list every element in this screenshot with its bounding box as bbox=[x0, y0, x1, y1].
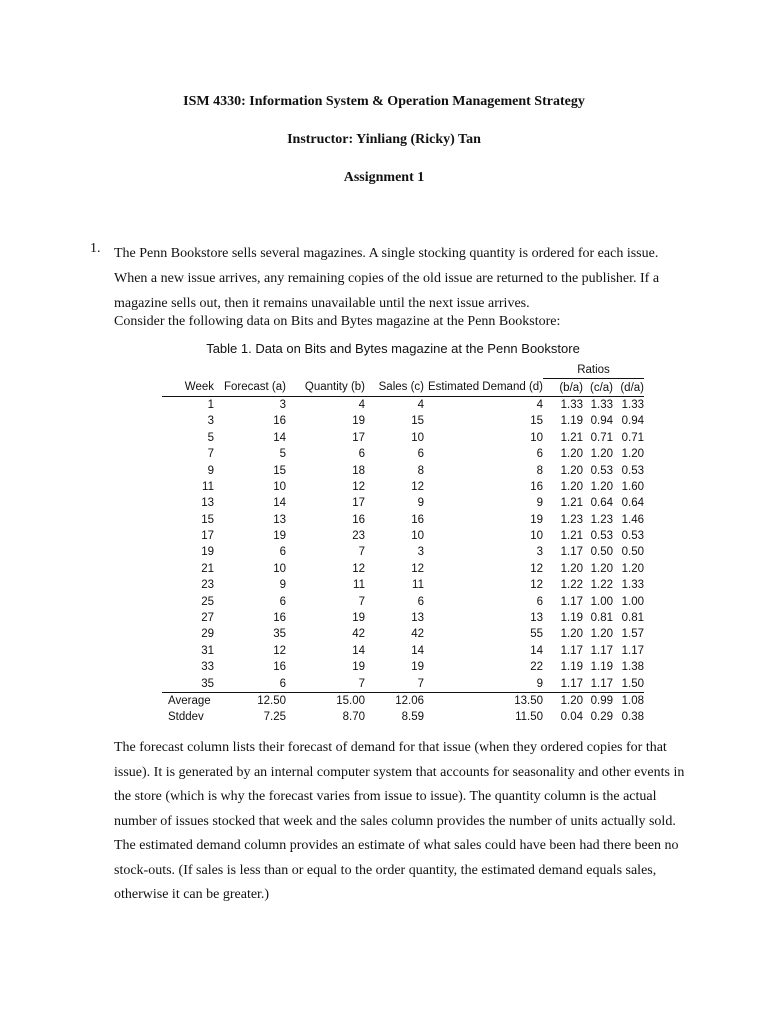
table-cell: 4 bbox=[536, 398, 543, 411]
stats-cell: 1.08 bbox=[621, 695, 644, 707]
table-cell: 1.19 bbox=[560, 612, 583, 625]
stats-cell: 13.50 bbox=[514, 695, 543, 707]
table-row bbox=[162, 528, 644, 544]
table-cell: 17 bbox=[201, 530, 214, 543]
explanation-paragraph: The forecast column lists their forecast of demand for that issue (when they ordered copies for that issue). It is generated by an internal computer system that accounts for seasonality and other events in the store (which is why the forecast varies from issue to issue). The quantity column is the actual number of issues stocked that week and the sales column provides the number of units actually sold. The estimated demand column provides an estimate of what sales could have been had there been no stock-outs. (If sales is less than or equal to the order quantity, the estimated demand equals sales, otherwise it can be greater.) bbox=[114, 740, 685, 902]
table-cell: 1.23 bbox=[560, 513, 583, 526]
table-cell: 1.20 bbox=[590, 480, 613, 493]
table-cell: 13 bbox=[530, 612, 543, 625]
stats-cell: 0.38 bbox=[621, 711, 644, 724]
table-cell: 1.20 bbox=[590, 448, 613, 461]
table-cell: 6 bbox=[279, 546, 286, 559]
table-cell: 1.20 bbox=[621, 562, 644, 575]
table-cell: 16 bbox=[530, 480, 543, 493]
table-cell: 1.20 bbox=[560, 562, 583, 575]
table-cell: 0.53 bbox=[621, 464, 644, 477]
table-cell: 19 bbox=[530, 513, 543, 526]
table-cell: 17 bbox=[352, 431, 365, 444]
table-cell: 16 bbox=[273, 612, 286, 625]
table-cell: 23 bbox=[352, 530, 365, 543]
table-cell: 15 bbox=[411, 415, 424, 428]
table-cell: 3 bbox=[279, 398, 286, 411]
column-header: Forecast (a) bbox=[214, 379, 286, 396]
table-cell: 19 bbox=[352, 661, 365, 674]
table-cell: 0.94 bbox=[590, 415, 613, 428]
table-cell: 14 bbox=[273, 497, 286, 510]
table-cell: 5 bbox=[279, 448, 286, 461]
table-cell: 1.33 bbox=[621, 579, 644, 592]
table-cell: 1.20 bbox=[621, 448, 644, 461]
table-cell: 18 bbox=[352, 464, 365, 477]
column-header: (c/a) bbox=[583, 379, 613, 396]
table-cell: 1.20 bbox=[590, 628, 613, 641]
table-cell: 8 bbox=[536, 464, 543, 477]
table-cell: 1.17 bbox=[583, 675, 613, 692]
table-row bbox=[162, 593, 644, 609]
table-cell: 16 bbox=[273, 415, 286, 428]
table-cell: 7 bbox=[365, 675, 424, 692]
table-cell: 10 bbox=[411, 530, 424, 543]
table-cell: 42 bbox=[352, 628, 365, 641]
table-cell: 9 bbox=[207, 464, 214, 477]
table-cell: 6 bbox=[417, 595, 424, 608]
table-cell: 25 bbox=[201, 595, 214, 608]
table-cell: 4 bbox=[417, 398, 424, 411]
column-header: Sales (c) bbox=[365, 379, 424, 396]
table-cell: 27 bbox=[201, 612, 214, 625]
table-cell: 19 bbox=[352, 415, 365, 428]
table-cell: 12 bbox=[530, 562, 543, 575]
stats-label: Average bbox=[168, 695, 211, 707]
table-cell: 12 bbox=[411, 562, 424, 575]
table-cell: 1.33 bbox=[560, 398, 583, 411]
table-cell: 15 bbox=[273, 464, 286, 477]
table-cell: 3 bbox=[207, 415, 214, 428]
table-cell: 1.19 bbox=[560, 661, 583, 674]
table-cell: 1.57 bbox=[621, 628, 644, 641]
table-cell: 7 bbox=[358, 546, 365, 559]
table-cell: 1 bbox=[207, 398, 214, 411]
group-header-row bbox=[162, 362, 644, 379]
question-consider: Consider the following data on Bits and Bytes magazine at the Penn Bookstore: bbox=[114, 314, 561, 329]
instructor-line: Instructor: Yinliang (Ricky) Tan bbox=[287, 132, 481, 147]
table-cell: 0.50 bbox=[590, 546, 613, 559]
stats-cell: 8.59 bbox=[401, 711, 424, 724]
table-cell: 10 bbox=[273, 480, 286, 493]
table-cell: 1.46 bbox=[621, 513, 644, 526]
table-cell: 6 bbox=[279, 595, 286, 608]
table-cell: 33 bbox=[201, 661, 214, 674]
table-cell: 3 bbox=[536, 546, 543, 559]
table-caption: Table 1. Data on Bits and Bytes magazine at the Penn Bookstore bbox=[206, 341, 580, 356]
table-cell: 7 bbox=[286, 675, 365, 692]
column-header: Quantity (b) bbox=[286, 379, 365, 396]
table-cell: 12 bbox=[530, 579, 543, 592]
table-cell: 16 bbox=[411, 513, 424, 526]
stats-row bbox=[162, 709, 644, 725]
table-cell: 11 bbox=[202, 480, 214, 493]
table-cell: 55 bbox=[530, 628, 543, 641]
table-cell: 14 bbox=[352, 644, 365, 657]
table-cell: 17 bbox=[352, 497, 365, 510]
table-cell: 5 bbox=[207, 431, 214, 444]
table-row bbox=[162, 446, 644, 462]
table-cell: 1.17 bbox=[590, 644, 613, 657]
column-header: (d/a) bbox=[613, 379, 644, 396]
table-cell: 35 bbox=[162, 675, 214, 692]
table-cell: 1.60 bbox=[621, 480, 644, 493]
table-cell: 11 bbox=[412, 579, 424, 592]
column-header: Estimated Demand (d) bbox=[424, 379, 543, 396]
table-cell: 6 bbox=[214, 675, 286, 692]
table-row bbox=[162, 413, 644, 429]
table-row bbox=[162, 561, 644, 577]
stats-cell: 15.00 bbox=[336, 695, 365, 707]
question-body bbox=[114, 241, 674, 330]
table-cell: 15 bbox=[201, 513, 214, 526]
table-cell: 9 bbox=[536, 497, 543, 510]
table-row bbox=[162, 610, 644, 626]
table-cell: 12 bbox=[352, 562, 365, 575]
table-cell: 6 bbox=[417, 448, 424, 461]
stats-label: Stddev bbox=[168, 711, 204, 724]
table-cell: 9 bbox=[424, 675, 543, 692]
table-row bbox=[162, 544, 644, 560]
column-header: Week bbox=[162, 379, 214, 396]
table-cell: 1.19 bbox=[560, 415, 583, 428]
stats-cell: 1.20 bbox=[560, 695, 583, 707]
table-cell: 22 bbox=[530, 661, 543, 674]
table-cell: 14 bbox=[530, 644, 543, 657]
column-header-row bbox=[162, 379, 644, 396]
table-cell: 1.00 bbox=[621, 595, 644, 608]
table-row bbox=[162, 577, 644, 593]
table-cell: 6 bbox=[536, 595, 543, 608]
table-cell: 0.71 bbox=[590, 431, 613, 444]
table-row bbox=[162, 462, 644, 478]
table-cell: 15 bbox=[530, 415, 543, 428]
table-cell: 11 bbox=[353, 579, 365, 592]
table-cell: 21 bbox=[201, 562, 214, 575]
table-cell: 12 bbox=[273, 644, 286, 657]
stats-cell: 0.99 bbox=[590, 695, 613, 707]
table-cell: 1.22 bbox=[590, 579, 613, 592]
stats-cell: 0.29 bbox=[590, 711, 613, 724]
table-cell: 8 bbox=[417, 464, 424, 477]
table-cell: 6 bbox=[358, 448, 365, 461]
table-cell: 10 bbox=[530, 530, 543, 543]
stats-cell: 12.06 bbox=[395, 695, 424, 707]
table-cell: 10 bbox=[411, 431, 424, 444]
question-text: The Penn Bookstore sells several magazines. A single stocking quantity is ordered for each issue. When a new issue arrives, any remaining copies of the old issue are returned to the publisher. If a magazine sells out, then it remains unavailable until the next issue arrives. bbox=[114, 246, 660, 311]
table-row bbox=[162, 659, 644, 675]
table-cell: 23 bbox=[201, 579, 214, 592]
table-cell: 6 bbox=[536, 448, 543, 461]
table-cell: 1.20 bbox=[560, 448, 583, 461]
table-cell: 12 bbox=[411, 480, 424, 493]
table-cell: 10 bbox=[530, 431, 543, 444]
table-cell: 13 bbox=[411, 612, 424, 625]
table-cell: 1.20 bbox=[560, 480, 583, 493]
table-row bbox=[162, 643, 644, 659]
question-number: 1. bbox=[90, 241, 101, 256]
table-cell: 16 bbox=[273, 661, 286, 674]
assignment-title: Assignment 1 bbox=[343, 170, 425, 185]
table-cell: 14 bbox=[273, 431, 286, 444]
table-cell: 3 bbox=[417, 546, 424, 559]
table-cell: 1.00 bbox=[590, 595, 613, 608]
table-row bbox=[162, 512, 644, 528]
table-cell: 0.53 bbox=[621, 530, 644, 543]
table-cell: 1.17 bbox=[621, 644, 644, 657]
table-cell: 1.23 bbox=[590, 513, 613, 526]
table-row bbox=[162, 675, 644, 692]
table-cell: 0.53 bbox=[590, 464, 613, 477]
table-cell: 29 bbox=[201, 628, 214, 641]
table-cell: 1.19 bbox=[590, 661, 613, 674]
table-cell: 0.71 bbox=[621, 431, 644, 444]
table-cell: 1.20 bbox=[590, 562, 613, 575]
table-cell: 1.21 bbox=[560, 431, 583, 444]
table-cell: 0.81 bbox=[590, 612, 613, 625]
table-cell: 35 bbox=[273, 628, 286, 641]
stats-cell: 8.70 bbox=[342, 711, 365, 724]
table-cell: 0.94 bbox=[621, 415, 644, 428]
stats-cell: 11.50 bbox=[515, 711, 543, 724]
column-header: (b/a) bbox=[543, 379, 583, 396]
table-cell: 1.50 bbox=[613, 675, 644, 692]
table-cell: 19 bbox=[201, 546, 214, 559]
table-cell: 9 bbox=[279, 579, 286, 592]
table-cell: 13 bbox=[273, 513, 286, 526]
table-row bbox=[162, 430, 644, 446]
table-cell: 12 bbox=[352, 480, 365, 493]
table-cell: 1.22 bbox=[560, 579, 583, 592]
table-row bbox=[162, 396, 644, 413]
table-row bbox=[162, 495, 644, 511]
table-cell: 0.64 bbox=[621, 497, 644, 510]
stats-cell: 0.04 bbox=[560, 711, 583, 724]
table-cell: 19 bbox=[352, 612, 365, 625]
table-cell: 19 bbox=[273, 530, 286, 543]
stats-cell: 7.25 bbox=[263, 711, 286, 724]
table-cell: 16 bbox=[352, 513, 365, 526]
table-cell: 1.17 bbox=[543, 675, 583, 692]
table-row bbox=[162, 479, 644, 495]
table-cell: 1.21 bbox=[560, 530, 583, 543]
table-cell: 9 bbox=[417, 497, 424, 510]
table-cell: 0.50 bbox=[621, 546, 644, 559]
table-cell: 19 bbox=[411, 661, 424, 674]
ratios-header: Ratios bbox=[543, 362, 644, 379]
table-cell: 7 bbox=[207, 448, 214, 461]
table-cell: 1.33 bbox=[590, 398, 613, 411]
table-cell: 0.81 bbox=[621, 612, 644, 625]
table-cell: 4 bbox=[358, 398, 365, 411]
table-cell: 1.33 bbox=[621, 398, 644, 411]
table-cell: 1.17 bbox=[560, 644, 583, 657]
stats-row bbox=[162, 692, 644, 709]
course-title: ISM 4330: Information System & Operation Management Strategy bbox=[183, 94, 585, 109]
table-cell: 1.38 bbox=[621, 661, 644, 674]
table-cell: 31 bbox=[201, 644, 214, 657]
table-cell: 1.17 bbox=[560, 595, 583, 608]
table-row bbox=[162, 626, 644, 642]
table-cell: 0.53 bbox=[590, 530, 613, 543]
table-cell: 14 bbox=[411, 644, 424, 657]
table-cell: 42 bbox=[411, 628, 424, 641]
table-cell: 1.21 bbox=[560, 497, 583, 510]
table-cell: 1.20 bbox=[560, 464, 583, 477]
table-cell: 1.17 bbox=[560, 546, 583, 559]
table-cell: 1.20 bbox=[560, 628, 583, 641]
table-cell: 7 bbox=[358, 595, 365, 608]
table-cell: 10 bbox=[273, 562, 286, 575]
stats-cell: 12.50 bbox=[257, 695, 286, 707]
table-cell: 13 bbox=[201, 497, 214, 510]
data-table bbox=[162, 362, 644, 726]
table-cell: 0.64 bbox=[590, 497, 613, 510]
